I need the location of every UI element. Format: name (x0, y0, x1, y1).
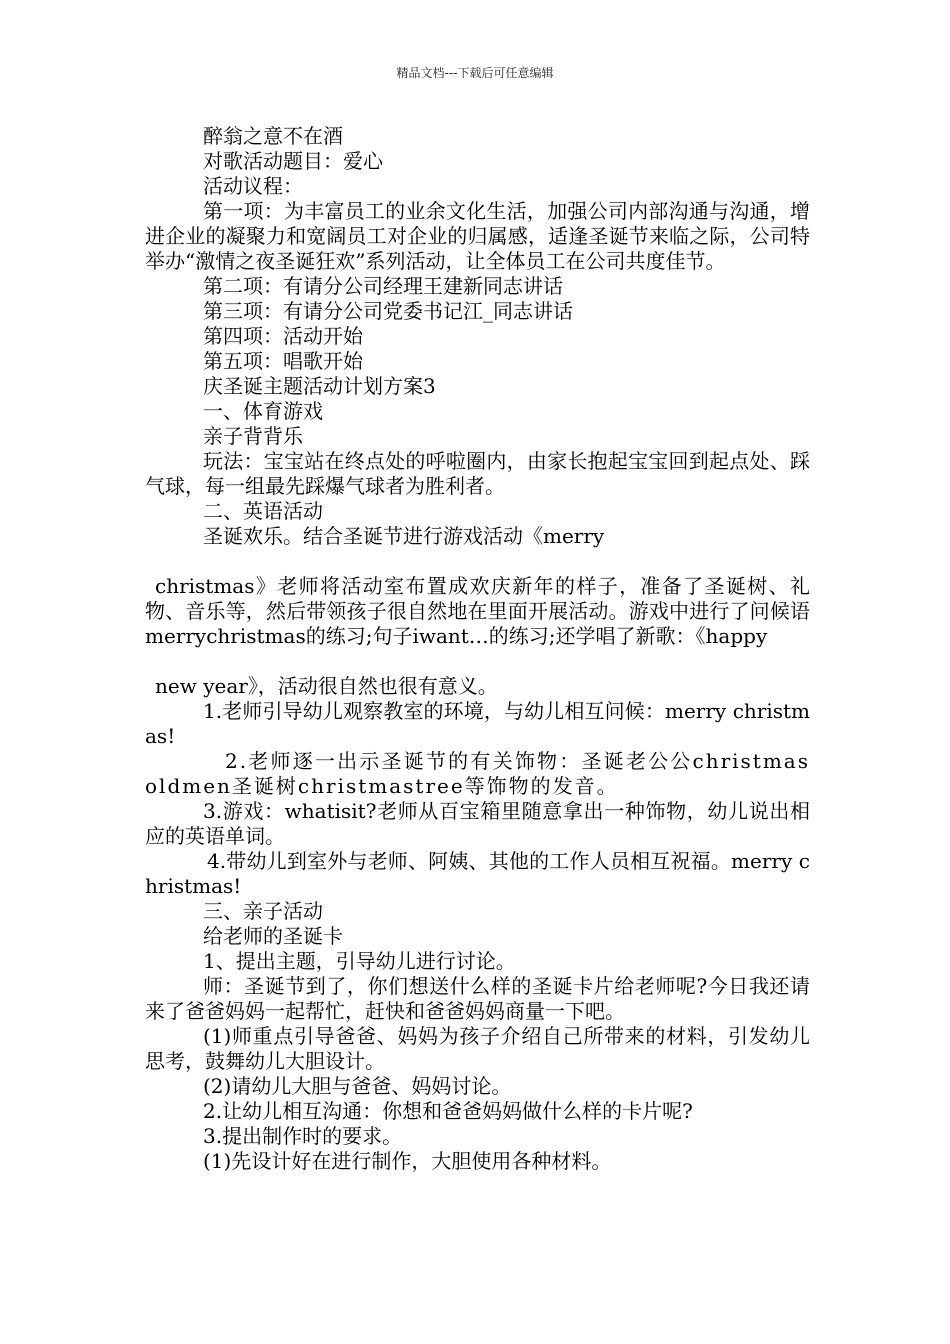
paragraph: 师：圣诞节到了，你们想送什么样的圣诞卡片给老师呢?今日我还请来了爸爸妈妈一起帮忙，赶快和爸爸妈妈商量一下吧。 (145, 974, 810, 1023)
paragraph: 3.提出制作时的要求。 (203, 1124, 403, 1148)
paragraph: 玩法：宝宝站在终点处的呼啦圈内，由家长抱起宝宝回到起点处、踩气球，每一组最先踩爆气球者为胜利者。 (145, 449, 810, 498)
paragraph: 庆圣诞主题活动计划方案3 (203, 374, 436, 398)
paragraph: 第二项：有请分公司经理王建新同志讲话 (203, 274, 563, 298)
paragraph: 第四项：活动开始 (203, 324, 363, 348)
paragraph: 第三项：有请分公司党委书记江_同志讲话 (203, 299, 573, 323)
paragraph: new year》，活动很自然也很有意义。 (155, 674, 498, 698)
paragraph: (1)师重点引导爸爸、妈妈为孩子介绍自己所带来的材料，引发幼儿思考，鼓舞幼儿大胆设计。 (145, 1024, 810, 1073)
paragraph: 2.老师逐一出示圣诞节的有关饰物：圣诞老公公christmasoldmen圣诞树christmastree等饰物的发音。 (145, 749, 810, 798)
paragraph: 2.让幼儿相互沟通：你想和爸爸妈妈做什么样的卡片呢? (203, 1099, 693, 1123)
paragraph: (1)先设计好在进行制作，大胆使用各种材料。 (203, 1149, 612, 1173)
paragraph: 二、英语活动 (203, 499, 323, 523)
paragraph: (2)请幼儿大胆与爸爸、妈妈讨论。 (203, 1074, 512, 1098)
page-header: 精品文档---下载后可任意编辑 (396, 66, 554, 80)
paragraph: 4.带幼儿到室外与老师、阿姨、其他的工作人员相互祝福。merry christmas! (145, 849, 810, 898)
paragraph: 醉翁之意不在酒 (203, 124, 343, 148)
paragraph: christmas》老师将活动室布置成欢庆新年的样子，准备了圣诞树、礼物、音乐等，然后带领孩子很自然地在里面开展活动。游戏中进行了问候语merrychristmas的练习;句子iwant…的练习;还学唱了新歌：《happy (145, 574, 810, 648)
paragraph: 1.老师引导幼儿观察教室的环境，与幼儿相互问候：merry christmas! (145, 699, 810, 748)
paragraph: 第五项：唱歌开始 (203, 349, 363, 373)
paragraph: 圣诞欢乐。结合圣诞节进行游戏活动《merry (203, 524, 605, 548)
paragraph: 3.游戏：whatisit?老师从百宝箱里随意拿出一种饰物，幼儿说出相应的英语单词。 (145, 799, 810, 848)
paragraph: 第一项：为丰富员工的业余文化生活，加强公司内部沟通与沟通，增进企业的凝聚力和宽阔员工对企业的归属感，适逢圣诞节来临之际，公司特举办“激情之夜圣诞狂欢”系列活动，让全体员工在公司共度佳节。 (145, 199, 810, 273)
paragraph: 三、亲子活动 (203, 899, 323, 923)
paragraph: 亲子背背乐 (203, 424, 303, 448)
document-body (145, 124, 810, 1174)
paragraph: 活动议程： (203, 174, 303, 198)
paragraph: 1、提出主题，引导幼儿进行讨论。 (203, 949, 516, 973)
paragraph: 给老师的圣诞卡 (203, 924, 343, 948)
paragraph: 一、体育游戏 (203, 399, 323, 423)
paragraph: 对歌活动题目：爱心 (203, 149, 383, 173)
